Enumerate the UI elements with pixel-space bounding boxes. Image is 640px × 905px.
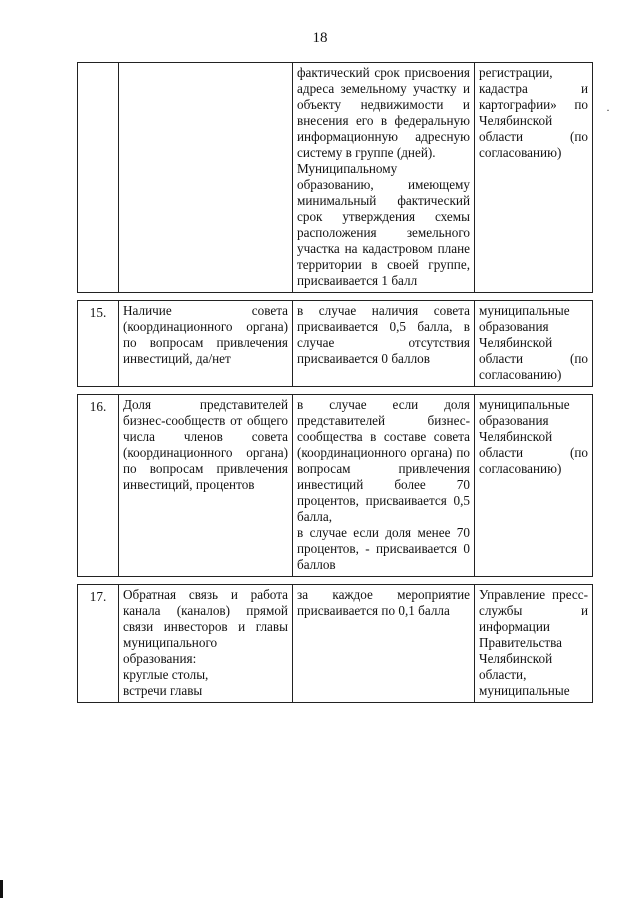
table-row	[78, 63, 593, 293]
paragraph: Муниципальному образованию, имеющему минимальный фактический срок утверждения схемы расположения земельного участка на кадастровом плане территории в своей группе, присваивается 1 балл	[297, 161, 470, 288]
row-spacer	[78, 293, 593, 301]
paragraph: фактический срок присвоения адреса земельному участку и объекту недвижимости и внесения его в федеральную информационную адресную систему в группе (дней).	[297, 65, 470, 160]
table-row	[78, 585, 593, 703]
scan-dot: ·	[606, 103, 610, 117]
scoring-method: в случае наличия совета присваивается 0,5 балла, в случае отсутствия присваивается 0 баллов	[293, 301, 475, 387]
indicator-name: Наличие совета (координационного органа) по вопросам привлечения инвестиций, да/нет	[119, 301, 293, 387]
scan-edge-mark	[0, 880, 3, 898]
scoring-method: за каждое мероприятие присваивается по 0,1 балла	[293, 585, 475, 703]
paragraph: в случае если доля представителей бизнес-сообщества в составе совета (координационного органа) по вопросам привлечения инвестиций более 70 процентов, присваивается 0,5 балла,	[297, 397, 470, 524]
page-number: 18	[312, 30, 328, 46]
indicator-name: Доля представителей бизнес-сообществ от общего числа членов совета (координационного органа) по вопросам привлечения инвестиций, процентов	[119, 395, 293, 577]
responsible-party: Управление пресс-службы и информации Правительства Челябинской области, муниципальные	[475, 585, 593, 703]
criteria-table	[77, 62, 593, 703]
scoring-method	[293, 63, 475, 293]
row-spacer	[78, 387, 593, 395]
table-row	[78, 301, 593, 387]
table-row	[78, 395, 593, 577]
responsible-party: регистрации, кадастра и картографии» по Челябинской области (по согласованию)	[475, 63, 593, 293]
row-number: 15.	[78, 301, 119, 387]
paragraph: встречи главы	[123, 683, 203, 698]
responsible-party: муниципальные образования Челябинской области (по согласованию)	[475, 395, 593, 577]
scoring-method-text	[297, 65, 470, 289]
paragraph: круглые столы,	[123, 667, 209, 682]
responsible-party: муниципальные образования Челябинской области (по согласованию)	[475, 301, 593, 387]
indicator-name	[119, 585, 293, 703]
indicator-name-text	[123, 587, 288, 699]
paragraph: в случае если доля менее 70 процентов, - присваивается 0 баллов	[297, 525, 470, 572]
scoring-method	[293, 395, 475, 577]
paragraph: Обратная связь и работа канала (каналов) прямой связи инвесторов и главы муниципального образования:	[123, 587, 288, 666]
row-number: 17.	[78, 585, 119, 703]
row-spacer	[78, 577, 593, 585]
indicator-name	[119, 63, 293, 293]
row-number	[78, 63, 119, 293]
row-number: 16.	[78, 395, 119, 577]
scoring-method-text	[297, 397, 470, 573]
